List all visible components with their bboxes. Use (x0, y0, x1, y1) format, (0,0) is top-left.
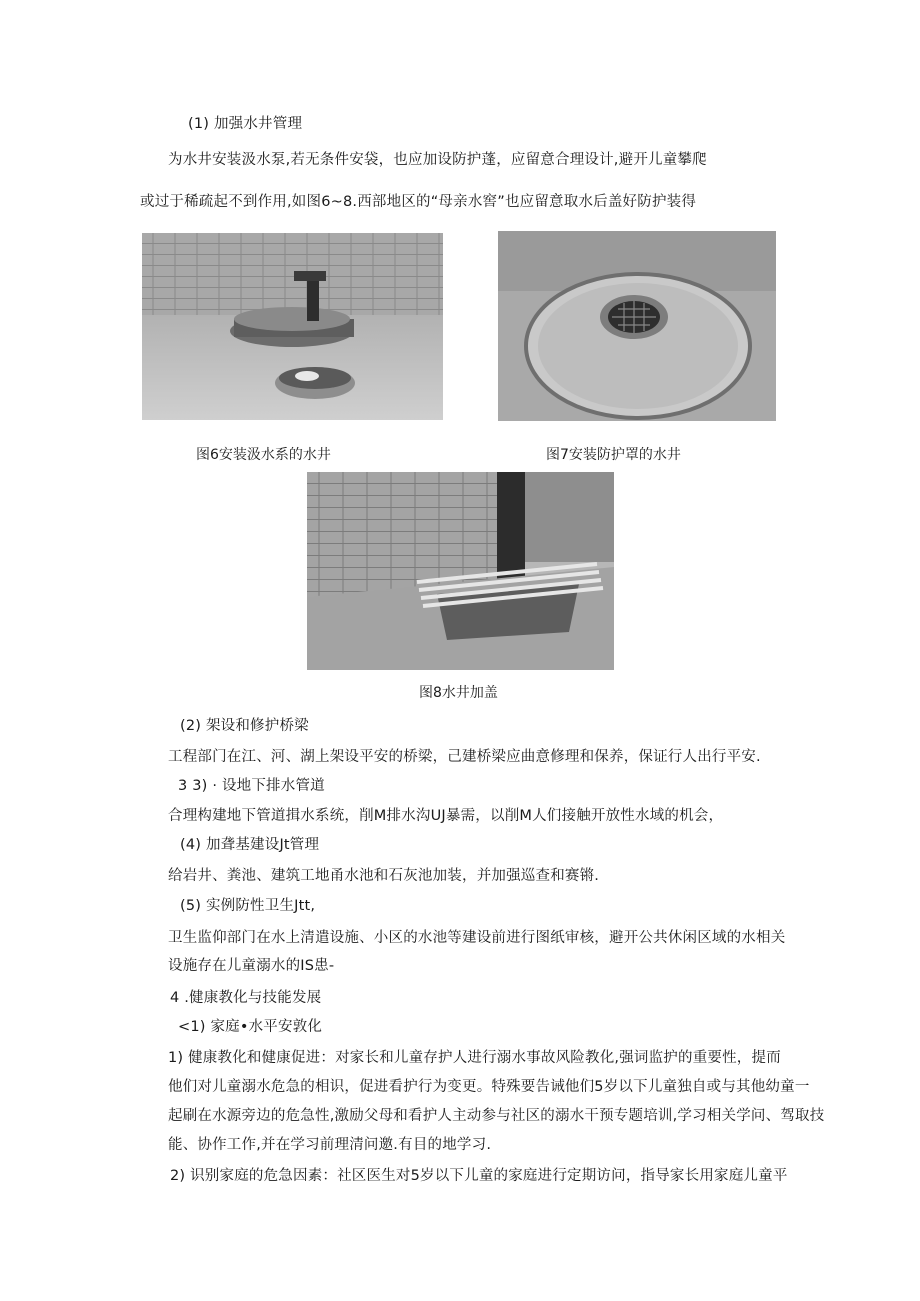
section-5-heading: (5) 实例防性卫生Jtt, (180, 898, 316, 914)
health-item-1-line-1: 1) 健康教化和健康促进：对家长和儿童存护人进行溺水事故风险教化,强词监护的重要性，提而 (168, 1050, 781, 1066)
health-item-2-line-1: 2) 识别家庭的危急因素：社区医生对5岁以下儿童的家庭进行定期访问，指导家长用家庭儿童平 (170, 1168, 788, 1184)
health-subsection-heading: <1) 家庭•水平安敦化 (178, 1019, 323, 1035)
health-item-1-line-4: 能、协作工作,并在学习前理清问邀.有目的地学习. (168, 1137, 492, 1153)
section-5-paragraph-line-1: 卫生监仰部门在水上清遣设施、小区的水池等建设前进行图纸审核，避开公共休闲区域的水相关 (168, 930, 786, 946)
section-2-paragraph: 工程部门在江、河、湖上架设平安的桥梁，己建桥梁应曲意修理和保养，保证行人出行平安. (168, 749, 761, 765)
health-item-1-line-2: 他们对儿童溺水危急的相识，促进看护行为变更。特殊要告诫他们5岁以下儿童独自或与其他幼童一 (168, 1079, 810, 1095)
figure-6-caption: 图6安装汲水系的水井 (196, 447, 331, 463)
section-1-paragraph-line-2: 或过于稀疏起不到作用,如图6~8.西部地区的“母亲水窖”也应留意取水后盖好防护装得 (140, 194, 697, 210)
section-4-heading: (4) 加聋基建设Jt管理 (180, 837, 320, 853)
section-2-heading: (2) 架设和修护桥梁 (180, 718, 309, 734)
section-3-heading: 3 3) · 设地下排水管道 (178, 778, 325, 794)
section-1-heading: (1) 加强水井管理 (188, 116, 303, 132)
figure-8-caption: 图8水井加盖 (419, 685, 498, 701)
figure-7-photo (498, 231, 776, 421)
figure-6-photo (142, 233, 443, 420)
section-5-paragraph-line-2: 设施存在儿童溺水的IS患- (168, 958, 335, 974)
health-item-1-line-3: 起刷在水源旁边的危急性,激励父母和看护人主动参与社区的溺水干预专题培训,学习相关学问、驾取技 (168, 1108, 825, 1124)
section-4-paragraph: 给岩井、粪池、建筑工地甬水池和石灰池加装，并加强巡查和赛锵. (168, 868, 600, 884)
figure-8-photo (307, 472, 614, 670)
section-3-paragraph: 合理构建地下管道揖水系统，削M排水沟UJ暴需，以削M人们接触开放性水域的机会， (168, 808, 724, 824)
section-1-paragraph-line-1: 为水井安装汲水泵,若无条件安袋，也应加设防护蓬，应留意合理设计,避开儿童攀爬 (168, 152, 707, 168)
figure-7-caption: 图7安装防护罩的水井 (546, 447, 681, 463)
health-section-heading: 4 .健康教化与技能发展 (170, 990, 322, 1006)
